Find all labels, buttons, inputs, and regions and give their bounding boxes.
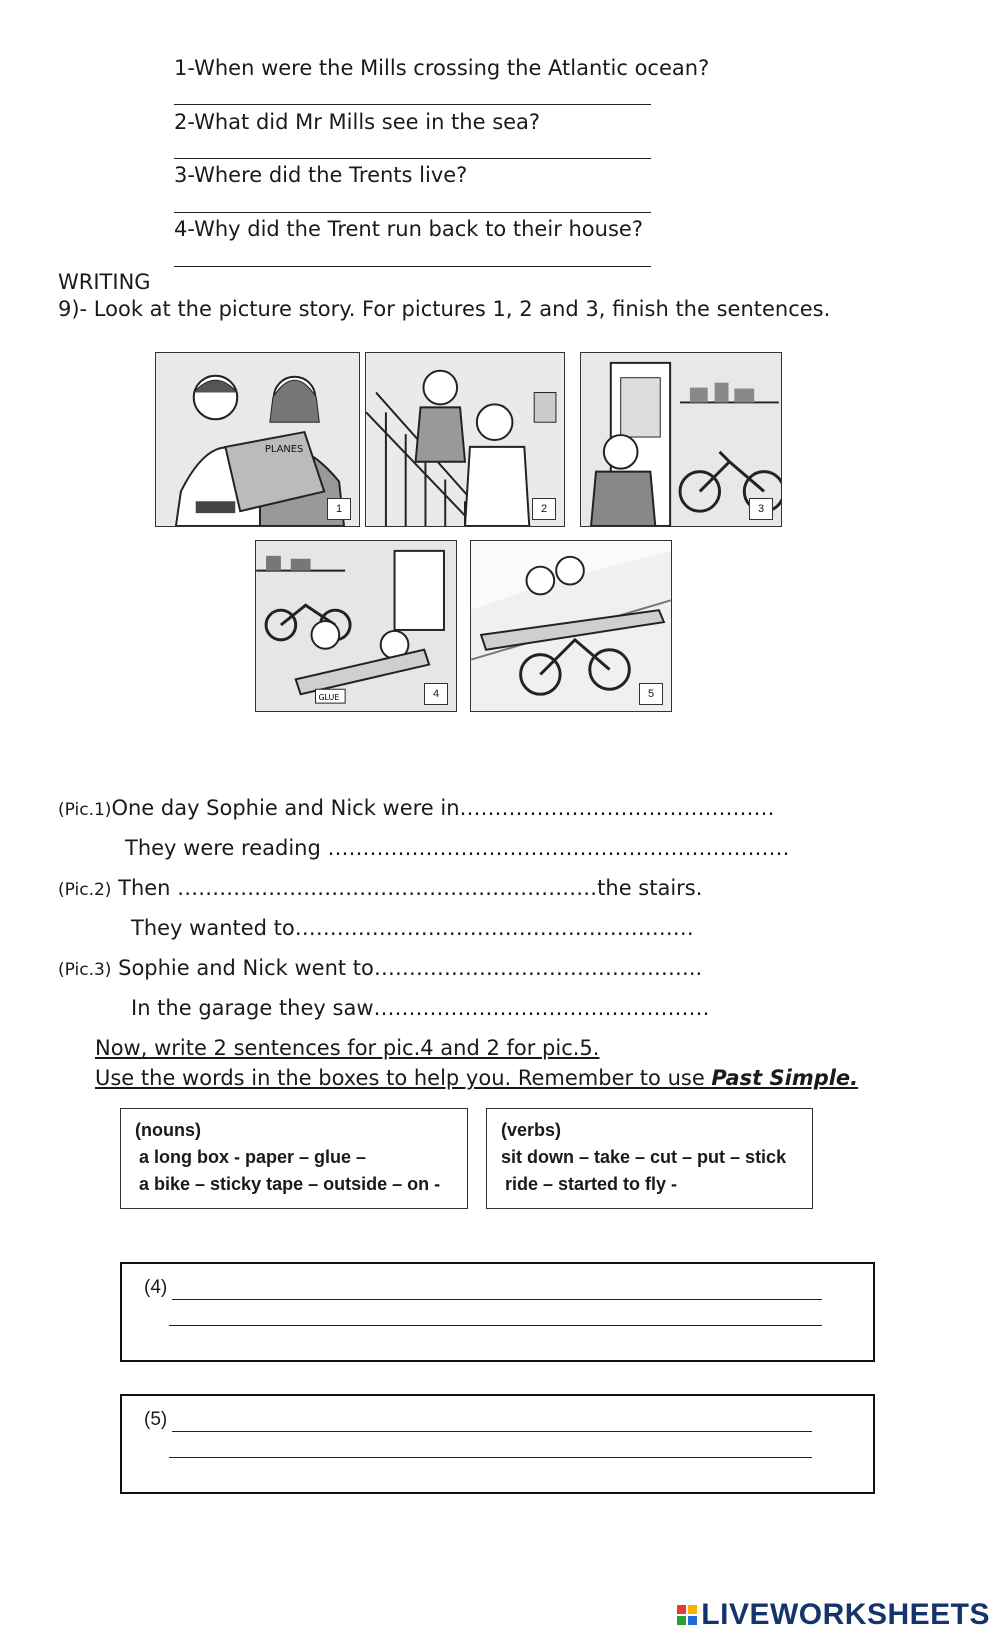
question-3: 3-Where did the Trents live? [174,163,468,187]
pic2-label: (Pic.2) [58,880,112,900]
picture-panel-2 [365,352,565,527]
picture-panel-1 [155,352,360,527]
instruction-line-1: Now, write 2 sentences for pic.4 and 2 for pic.5. [95,1036,600,1060]
pic1-line1-text: One day Sophie and Nick were in……………………………………… [111,796,775,820]
pic1-sentence-1[interactable] [58,796,775,820]
nouns-box-line-2: a bike – sticky tape – outside – on - [139,1174,441,1194]
instruction-line-2-prefix: Use the words in the boxes to help you. Remember to use [95,1066,712,1090]
question-1: 1-When were the Mills crossing the Atlantic ocean? [174,56,710,80]
answer-box-5[interactable] [120,1394,875,1494]
question-2: 2-What did Mr Mills see in the sea? [174,110,541,134]
pic2-line1-text: Then ……………………………………………………the stairs. [111,876,703,900]
writing-task: 9)- Look at the picture story. For pictures 1, 2 and 3, finish the sentences. [58,297,831,321]
panel-number-1: 1 [327,498,351,520]
answer-box-5-line-1[interactable] [172,1431,812,1432]
answer-line-1[interactable] [174,104,651,105]
verbs-box [486,1108,813,1209]
picture-story [145,352,815,742]
verbs-box-title: (verbs) [501,1120,562,1140]
picture-panel-4 [255,540,457,712]
writing-heading: WRITING [58,270,151,294]
answer-box-5-label: (5) [144,1409,168,1430]
answer-box-5-line-2[interactable] [169,1457,812,1458]
picture-panel-3 [580,352,782,527]
past-simple-emphasis: Past Simple. [711,1066,859,1090]
nouns-box-title: (nouns) [135,1120,201,1140]
pic2-sentence-1[interactable] [58,876,702,900]
pic3-label: (Pic.3) [58,960,112,980]
liveworksheets-logo[interactable] [677,1598,990,1632]
panel-number-5: 5 [639,683,663,705]
answer-line-3[interactable] [174,212,651,213]
question-4: 4-Why did the Trent run back to their house? [174,217,643,241]
pic3-line1-text: Sophie and Nick went to……………………………………….. [111,956,703,980]
verbs-box-line-1: sit down – take – cut – put – stick [501,1147,787,1167]
answer-box-4-line-2[interactable] [169,1325,822,1326]
logo-mark-icon [677,1605,697,1625]
answer-line-2[interactable] [174,158,651,159]
pic1-label: (Pic.1) [58,800,112,820]
panel-number-4: 4 [424,683,448,705]
answer-line-4[interactable] [174,266,651,267]
panel-number-2: 2 [532,498,556,520]
pic3-sentence-1[interactable] [58,956,702,980]
answer-box-4[interactable] [120,1262,875,1362]
picture-panel-5 [470,540,672,712]
nouns-box-line-1: a long box - paper – glue – [139,1147,367,1167]
logo-text: LIVEWORKSHEETS [701,1598,990,1631]
pic2-sentence-2[interactable]: They wanted to………………………………………………… [131,916,694,940]
book-title-text: PLANES [264,443,304,455]
glue-label: GLUE [318,693,340,703]
instruction-line-2 [95,1066,858,1090]
answer-box-4-label: (4) [144,1277,168,1298]
pic3-sentence-2[interactable]: In the garage they saw………………………………………… [131,996,710,1020]
pic1-sentence-2[interactable]: They were reading ………………………………………………………… [125,836,790,860]
panel-number-3: 3 [749,498,773,520]
verbs-box-line-2: ride – started to fly - [505,1174,678,1194]
answer-box-4-line-1[interactable] [172,1299,822,1300]
nouns-box [120,1108,468,1209]
